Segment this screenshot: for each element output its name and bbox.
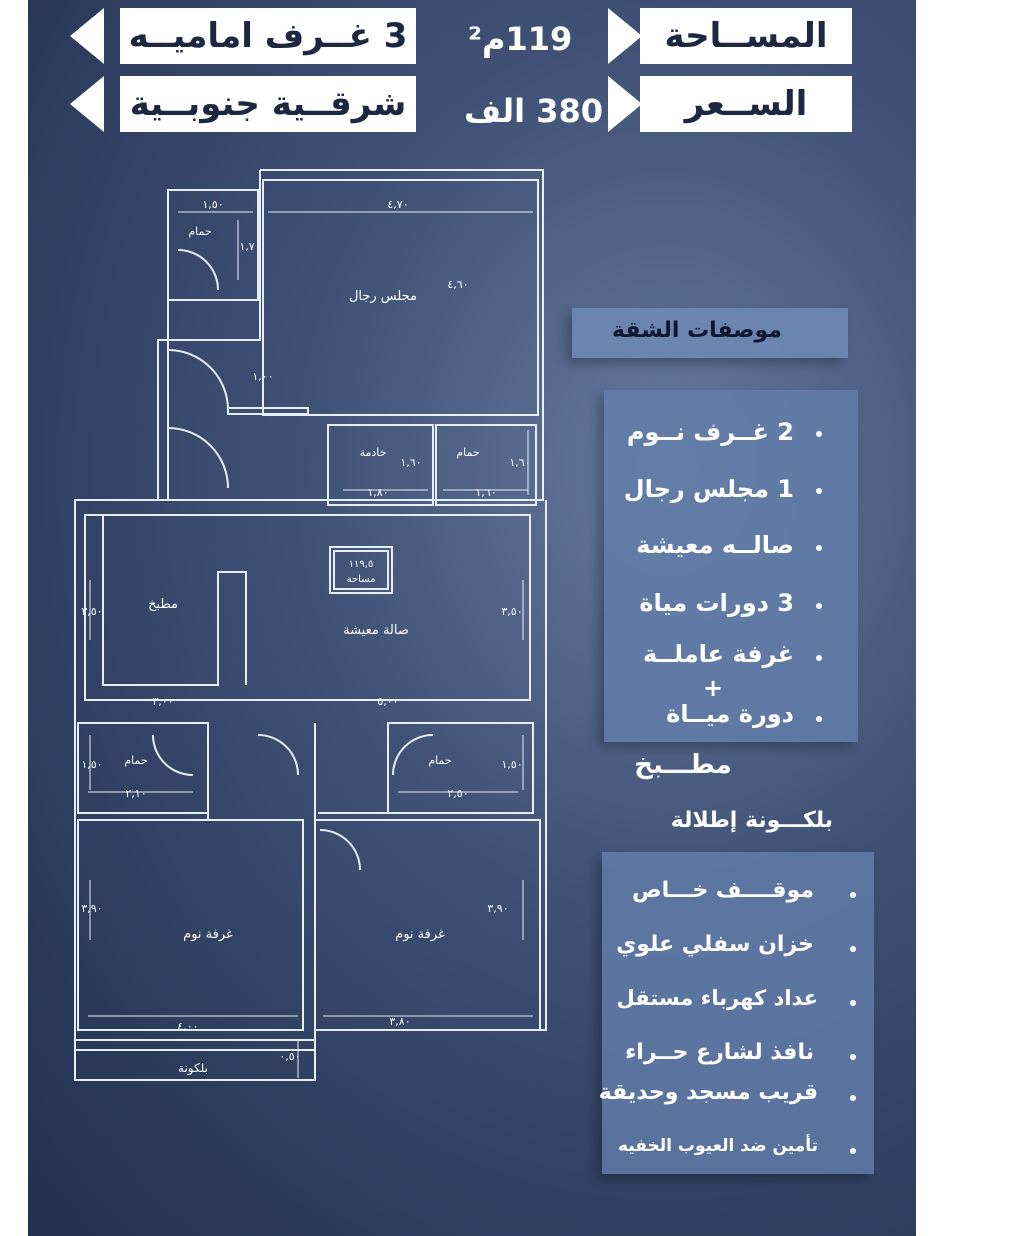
dim-bath-right-w: ١,٦٠ bbox=[475, 486, 497, 499]
rooms-label: 3 غــرف اماميــه bbox=[120, 8, 416, 64]
bullet-4 bbox=[816, 603, 822, 609]
bullet-7 bbox=[850, 892, 856, 898]
ribbon-arrow-direction bbox=[70, 76, 104, 132]
bullet-10 bbox=[850, 1054, 856, 1060]
area-badge-frame bbox=[330, 547, 392, 593]
bullet-11 bbox=[850, 1095, 856, 1101]
dim-majlis-depth: ٤,٦٠ bbox=[447, 278, 469, 291]
room-kitchen: مطبخ bbox=[148, 597, 178, 612]
ribbon-arrow-area bbox=[608, 8, 642, 64]
apartment-poster bbox=[28, 0, 916, 1236]
area-label: المســاحة bbox=[640, 8, 852, 64]
bullet-8 bbox=[850, 946, 856, 952]
specs-title: موصفات الشقة bbox=[612, 318, 782, 343]
room-bath-left-lower: حمام bbox=[124, 754, 148, 767]
ribbon-arrow-price bbox=[608, 76, 642, 132]
bullet-12 bbox=[850, 1148, 856, 1154]
room-balcony: بلكونة bbox=[178, 1061, 208, 1075]
dim-bath-right-lower-h: ١,٥٠ bbox=[501, 758, 523, 771]
spec-item-6: دورة ميــاة bbox=[666, 700, 794, 728]
price-value: 380 الف bbox=[464, 92, 604, 130]
spec-item-2: 1 مجلس رجال bbox=[623, 475, 794, 503]
room-bath-top: حمام bbox=[188, 225, 212, 238]
spec-kitchen: مطـــبخ bbox=[634, 750, 732, 780]
door-arc-1 bbox=[168, 350, 228, 410]
plan-outline bbox=[75, 170, 546, 1050]
extra-item-6: تأمين ضد العيوب الخفيه bbox=[618, 1136, 818, 1156]
bullet-6 bbox=[816, 716, 822, 722]
dim-maid-h: ١,٦٠ bbox=[400, 456, 422, 469]
spec-balcony: بلكـــونة إطلالة bbox=[670, 808, 833, 833]
dim-bath-right-h: ١,٦٠ bbox=[509, 456, 531, 469]
extra-item-4: نافذ لشارع حــراء bbox=[625, 1040, 814, 1065]
dim-bath-left-lower-h: ١,٥٠ bbox=[81, 758, 103, 771]
dim-kitchen-h: ٣,٥٠ bbox=[81, 605, 103, 618]
dim-bedroom-left-h: ٣,٩٠ bbox=[81, 902, 103, 915]
dim-bedroom-right-h: ٣,٩٠ bbox=[487, 902, 509, 915]
room-bedroom-left: غرفة نوم bbox=[183, 927, 233, 942]
spec-item-plus: + bbox=[702, 674, 724, 702]
room-maid: خادمة bbox=[359, 446, 387, 459]
dim-kitchen-w: ٣,٠٠ bbox=[152, 695, 174, 708]
extra-item-5: قريب مسجد وحديقة bbox=[598, 1080, 818, 1105]
room-living: صالة معيشة bbox=[343, 623, 409, 638]
door-arc-6 bbox=[393, 735, 433, 775]
dim-balcony-h: ٠,٥٠ bbox=[279, 1050, 301, 1063]
bullet-2 bbox=[816, 488, 822, 494]
dim-corridor: ١,٠٠ bbox=[252, 370, 274, 383]
direction-label: شرقــية جنوبــية bbox=[120, 76, 416, 132]
ribbon-arrow-rooms bbox=[70, 8, 104, 64]
area-value: 119م² bbox=[468, 20, 573, 58]
door-arc-5 bbox=[258, 735, 298, 775]
spec-item-5: غرفة عاملــة bbox=[643, 640, 794, 668]
spec-item-4: 3 دورات مياة bbox=[639, 589, 794, 617]
price-label: الســعر bbox=[640, 76, 852, 132]
extra-item-2: خزان سفلي علوي bbox=[616, 932, 814, 957]
dim-bedroom-right-w: ٣,٨٠ bbox=[389, 1015, 411, 1028]
bullet-9 bbox=[850, 1000, 856, 1006]
dim-bath-right-lower-w: ٢,٥٠ bbox=[447, 787, 469, 800]
room-bath-right: حمام bbox=[456, 446, 480, 459]
door-arc-7 bbox=[320, 830, 360, 870]
door-arc-2 bbox=[168, 428, 228, 488]
dim-bath-left-lower-w: ٢,١٠ bbox=[125, 787, 147, 800]
floor-plan bbox=[28, 160, 558, 1090]
bedroom-right-wall bbox=[315, 820, 540, 1030]
bedroom-left-wall bbox=[78, 820, 303, 1030]
door-arc-3 bbox=[178, 250, 218, 290]
bullet-1 bbox=[816, 431, 822, 437]
dim-living-h: ٣,٥٠ bbox=[501, 605, 523, 618]
extra-item-3: عداد كهرباء مستقل bbox=[616, 986, 818, 1010]
dim-bath-top-h: ١,٧٠ bbox=[239, 240, 261, 253]
door-arc-4 bbox=[153, 735, 193, 775]
dim-living-w: ٥,٠٠ bbox=[377, 695, 399, 708]
area-badge-label: مساحة bbox=[346, 574, 376, 585]
dim-bedroom-left-w: ٤,٠٠ bbox=[177, 1020, 199, 1033]
spec-item-3: صالــه معيشة bbox=[636, 531, 794, 559]
extra-item-1: موقــــف خـــاص bbox=[631, 878, 814, 903]
room-bath-right-lower: حمام bbox=[428, 754, 452, 767]
bullet-5 bbox=[816, 655, 822, 661]
dim-maid-w: ١,٨٠ bbox=[367, 486, 389, 499]
spec-item-1: 2 غــرف نــوم bbox=[626, 418, 794, 446]
dim-majlis-width: ٤,٧٠ bbox=[387, 198, 409, 211]
bullet-3 bbox=[816, 545, 822, 551]
area-badge-value: ١١٩,٥ bbox=[348, 559, 374, 570]
dim-bath-top-w: ١,٥٠ bbox=[202, 198, 224, 211]
room-mens-majlis: مجلس رجال bbox=[348, 289, 418, 304]
room-bedroom-right: غرفة نوم bbox=[395, 927, 445, 942]
